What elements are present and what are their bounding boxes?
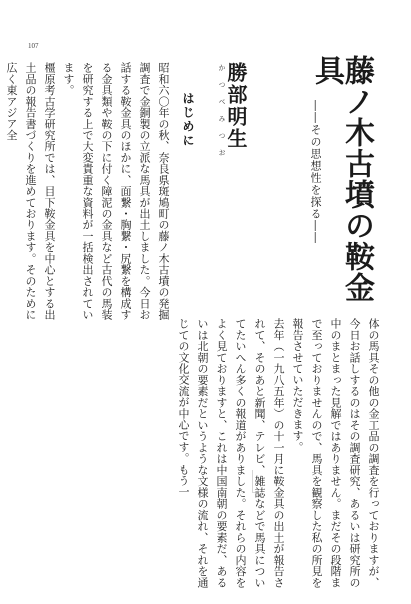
author-ruby: かつべみつお [218,64,226,166]
paragraph: 昭和六〇年の秋、奈良県斑鳩町の藤ノ木古墳の発掘調査で金銅製の立派な馬具が出土しました。今日お話する鞍金具のほかに、面繋・胸繋・尻繋を構成する金具類や鞍の下に付く障泥の金具など古代の馬装を研究する上で大変貴重な資料が一括検出されています。 [62,62,170,320]
section-heading: はじめに [181,92,195,148]
paragraph: 体の馬具その他の金工品の調査を行っておりますが、今日お話しするのはその調査研究、あるいは研究所の中のまとまった見解ではありません。まだその段階まで至っておりませんので、馬具を観察した私の所見を報告させていただきます。 [291,318,380,588]
upper-body-text [0,62,173,320]
lower-body-text [28,318,383,588]
paragraph: 橿原考古学研究所では、目下鞍金具を中心とする出土品の報告書づくりを進めております。そのために広く東アジア全 [5,62,56,320]
article-title: 藤ノ木古墳の鞍金具 [309,55,374,303]
author-name: 勝部明生 [224,62,248,150]
paragraph: 去年（一九八五年）の十一月に鞍金具の出土が報告されて、そのあと新聞、テレビ、雑誌などで馬具についてたいへん多くの報道がありました。それらの内容をよく見ておりますと、これは中国南朝の要素だ、あるいは北朝の要素だというような文様の流れ、それを通じての文化交流が中心です。もう一 [177,318,285,588]
page-number: 107 [28,42,39,50]
article-subtitle: ――その思想性を探る―― [309,100,322,244]
